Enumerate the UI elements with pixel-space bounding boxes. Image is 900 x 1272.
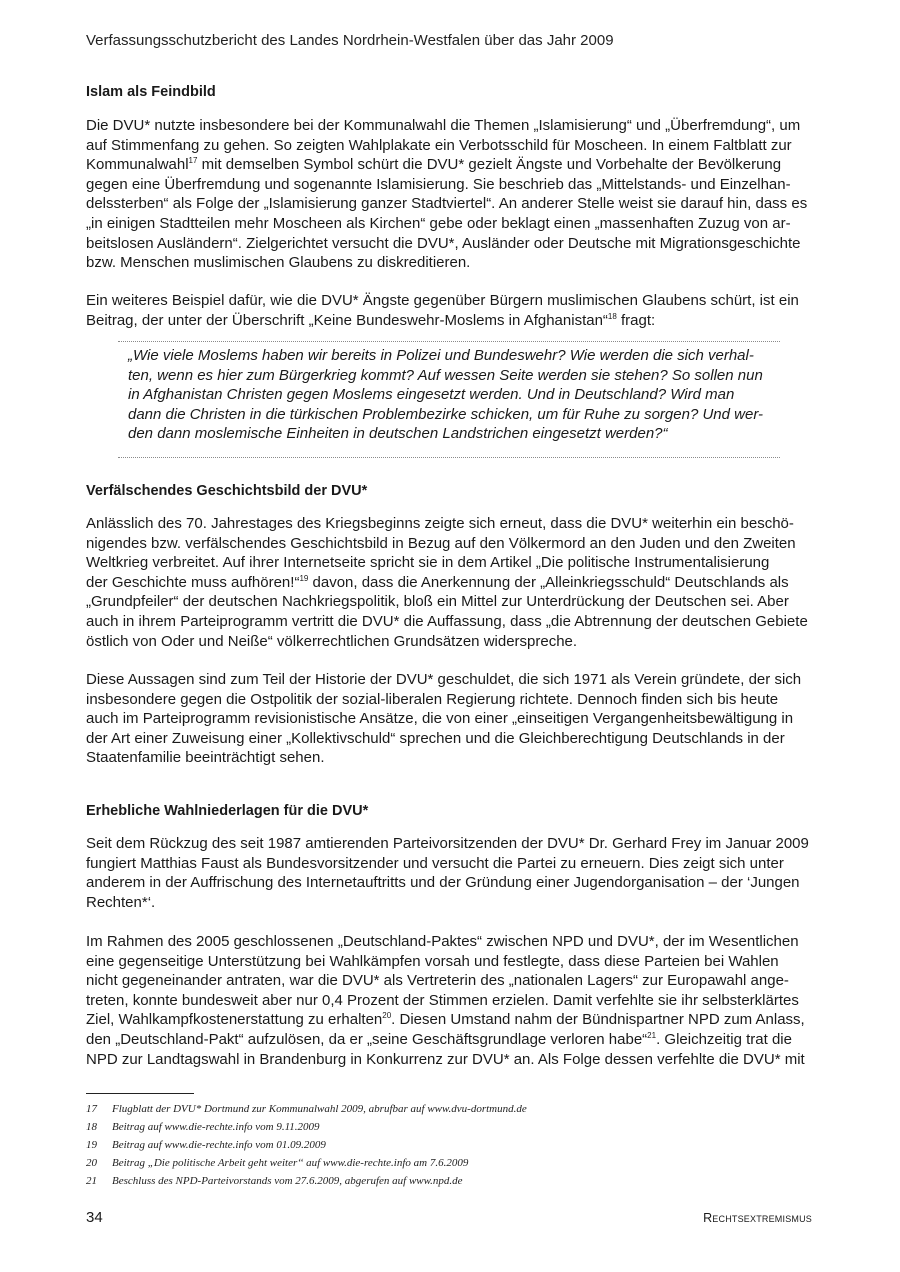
footnote-text: Flugblatt der DVU* Dortmund zur Kommunalwahl 2009, abrufbar auf www.dvu-dortmund.de [112, 1103, 527, 1115]
text-line: anderem in der Auffrischung des Internetauftritts und der Gründung einer Jugendorganisation – der ‘Jungen [86, 874, 800, 892]
text-line: auch im Parteiprogramm revisionistische Ansätze, die von einer „einseitigen Vergangenheitsbewältigung in [86, 710, 794, 728]
text-line: bzw. Menschen muslimischen Glaubens zu diskreditieren. [86, 254, 471, 272]
section-heading-geschichtsbild: Verfälschendes Geschichtsbild der DVU* [86, 483, 368, 499]
paragraph-geschichtsbild-2 [86, 670, 814, 768]
text-line: „Grundpfeiler“ der deutschen Nachkriegspolitik, bloß ein Mittel zur Unterdrückung der Deutschen sei. Aber [86, 593, 789, 611]
footnote-number: 20 [86, 1157, 97, 1169]
document-page [86, 0, 814, 1272]
quote-line: in Afghanistan Christen gegen Moslems eingesetzt werden. Und in Deutschland? Wird man [128, 386, 735, 404]
text-line: beitslosen Ausländern“. Zielgerichtet versucht die DVU*, Ausländer oder Deutsche mit Migrationsgeschichte [86, 234, 801, 252]
footnote [86, 1136, 527, 1154]
paragraph-geschichtsbild-1 [86, 514, 814, 651]
section-heading-islam: Islam als Feindbild [86, 84, 216, 100]
quote-line: ten, wenn es hier zum Bürgerkrieg kommt? Auf wessen Seite werden sie stehen? So sollen nun [128, 366, 763, 384]
text-line: der Geschichte muss aufhören!“$^{19}$ davon, dass die Anerkennung der „Alleinkriegsschuld“ Deutschlands als [86, 573, 789, 591]
text-line: der Art einer Zuweisung einer „Kollektivschuld“ sprechen und die Gleichberechtigung Deutschlands in der [86, 729, 785, 747]
paragraph-islam-1 [86, 116, 814, 273]
paragraph-wahlniederlagen-1 [86, 834, 814, 912]
footnote-number: 21 [86, 1175, 97, 1187]
footnote-number: 18 [86, 1121, 97, 1133]
footnote-ref-17: 17 [188, 156, 198, 166]
text-line: insbesondere gegen die Ostpolitik der sozial-liberalen Regierung richtete. Dennoch finden sich bis heute [86, 690, 779, 708]
quote-line: den dann moslemische Einheiten in deutschen Landstrichen eingesetzt werden?“ [128, 425, 668, 443]
text-line: Seit dem Rückzug des seit 1987 amtierenden Parteivorsitzenden der DVU* Dr. Gerhard Frey im Januar 2009 [86, 835, 809, 852]
footnote-ref-20: 20 [382, 1011, 392, 1021]
text-line: Im Rahmen des 2005 geschlossenen „Deutschland-Paktes“ zwischen NPD und DVU*, der im Wesentlichen [86, 933, 799, 950]
footnote [86, 1100, 527, 1118]
footnote-text: Beitrag „Die politische Arbeit geht weiter‘‘ auf www.die-rechte.info am 7.6.2009 [112, 1157, 469, 1169]
text-line: Kommunalwahl$^{17}$ mit demselben Symbol schürt die DVU* gezielt Ängste und Vorbehalte der Bevölkerung [86, 156, 782, 174]
page-number: 34 [86, 1209, 103, 1226]
footnote-divider [86, 1093, 194, 1094]
quote-box [118, 341, 780, 458]
text-line: gegen eine Überfremdung und sogenannte Islamisierung. Sie beschrieb das „Mittelstands- und Einzelhan- [86, 175, 791, 193]
quote-line: dann die Christen in die türkischen Problembezirke schicken, um für Ruhe zu sorgen? Und wer- [128, 405, 764, 423]
text-line: den „Deutschland-Pakt“ aufzulösen, da er „seine Geschäftsgrundlage verloren habe“$^{21}$. Gleichzeitig trat die [86, 1030, 792, 1048]
text-line: Staatenfamilie beeinträchtigt sehen. [86, 749, 325, 767]
footnote [86, 1154, 527, 1172]
footnote-ref-19: 19 [299, 573, 309, 583]
footnote-ref-21: 21 [647, 1030, 657, 1040]
text-line: Weltkrieg verbreitet. Auf ihrer Internetseite spricht sie in dem Artikel „Die politische Instrumentalisierung [86, 554, 770, 572]
text-line: Beitrag, der unter der Überschrift „Keine Bundeswehr-Moslems in Afghanistan“$^{18}$ fragt: [86, 311, 656, 329]
paragraph-wahlniederlagen-2 [86, 932, 814, 1069]
text-line: Ein weiteres Beispiel dafür, wie die DVU* Ängste gegenüber Bürgern muslimischen Glaubens schürt, ist ein [86, 292, 799, 309]
text-line: Die DVU* nutzte insbesondere bei der Kommunalwahl die Themen „Islamisierung“ und „Überfremdung“, um [86, 117, 801, 134]
block-quote [128, 346, 763, 444]
footnote-ref-18: 18 [607, 311, 617, 321]
text-line: eine gegenseitige Unterstützung bei Wahlkämpfen vorsah und festlegte, dass diese Parteien bei Wahlen [86, 952, 779, 970]
text-line: Rechten*‘. [86, 893, 156, 911]
text-line: nicht gegeneinander antraten, war die DVU* als Vertreterin des „nationalen Lagers“ zur Europawahl ange- [86, 972, 789, 990]
text-line: nigendes bzw. verfälschendes Geschichtsbild in Bezug auf den Völkermord an den Juden und den Zweiten [86, 534, 796, 552]
paragraph-islam-2 [86, 291, 814, 330]
text-line: treten, konnte bundesweit aber nur 0,4 Prozent der Stimmen erzielen. Damit verfehlte sie ihr selbsterklärtes [86, 991, 799, 1009]
footnote-text: Beschluss des NPD-Parteivorstands vom 27.6.2009, abgerufen auf www.npd.de [112, 1175, 463, 1187]
section-heading-wahlniederlagen: Erhebliche Wahlniederlagen für die DVU* [86, 803, 369, 819]
section-label: Rechtsextremismus [703, 1211, 812, 1225]
footnote-number: 19 [86, 1139, 97, 1151]
text-line: Anlässlich des 70. Jahrestages des Kriegsbeginns zeigte sich erneut, dass die DVU* weiterhin ein beschö- [86, 515, 794, 532]
text-line: östlich von Oder und Neiße“ völkerrechtlichen Grundsätzen widerspreche. [86, 632, 578, 650]
text-line: Diese Aussagen sind zum Teil der Historie der DVU* geschuldet, die sich 1971 als Verein gründete, der sich [86, 671, 802, 688]
text-line: fungiert Matthias Faust als Bundesvorsitzender und versucht die Partei zu erneuern. Dies zeigt sich unter [86, 854, 784, 872]
text-line: delssterben“ als Folge der „Islamisierung ganzer Stadtviertel“. An anderer Stelle weist sie darauf hin, dass es [86, 195, 808, 213]
footnote-text: Beitrag auf www.die-rechte.info vom 9.11.2009 [112, 1121, 320, 1133]
text-line: NPD zur Landtagswahl in Brandenburg in Konkurrenz zur DVU* an. Als Folge dessen verfehlte die DVU* mit [86, 1050, 805, 1068]
text-line: „in einigen Stadtteilen mehr Moscheen als Kirchen“ gebe oder beklagt einen „massenhaften Zuzug von ar- [86, 214, 791, 232]
footnote [86, 1118, 527, 1136]
running-header: Verfassungsschutzbericht des Landes Nordrhein-Westfalen über das Jahr 2009 [86, 32, 614, 49]
text-line: Ziel, Wahlkampfkostenerstattung zu erhalten$^{20}$. Diesen Umstand nahm der Bündnispartner NPD zum Anlass, [86, 1011, 805, 1029]
footnote-number: 17 [86, 1103, 97, 1115]
text-line: auf Stimmenfang zu gehen. So zeigten Wahlplakate ein Verbotsschild für Moscheen. In einem Faltblatt zur [86, 136, 792, 154]
quote-line: „Wie viele Moslems haben wir bereits in Polizei und Bundeswehr? Wie werden die sich verhal- [128, 347, 754, 364]
footnotes [86, 1100, 527, 1190]
footnote [86, 1172, 527, 1190]
text-line: auch in ihrem Parteiprogramm vertritt die DVU* die Auffassung, dass „die Abtrennung der deutschen Gebiete [86, 612, 808, 630]
footnote-text: Beitrag auf www.die-rechte.info vom 01.09.2009 [112, 1139, 326, 1151]
